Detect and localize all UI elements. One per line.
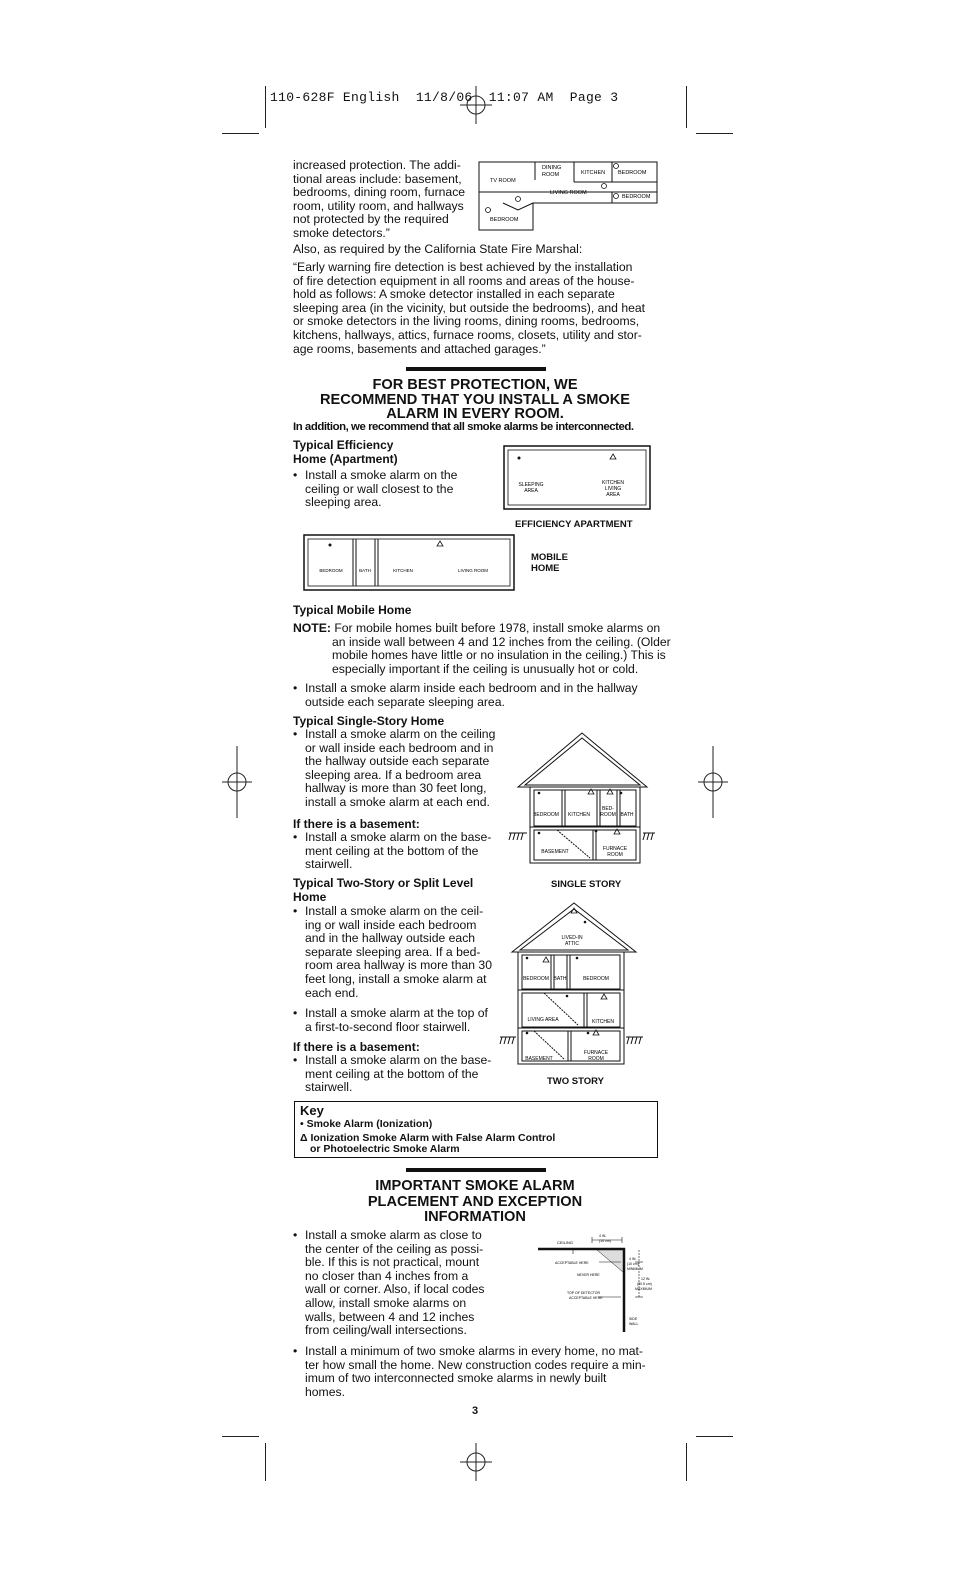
two-story-diagram bbox=[498, 900, 653, 1070]
svg-text:LIVING AREA: LIVING AREA bbox=[527, 1017, 559, 1023]
single-heading: Typical Single-Story Home bbox=[293, 714, 445, 728]
key-item-ionization: • Smoke Alarm (Ionization) bbox=[300, 1118, 433, 1130]
single-story-diagram bbox=[505, 730, 655, 870]
mobile-home-diagram bbox=[303, 534, 515, 591]
svg-text:KITCHEN: KITCHEN bbox=[568, 812, 590, 818]
placement-heading: IMPORTANT SMOKE ALARM PLACEMENT AND EXCEPTION INFORMATION bbox=[367, 1178, 583, 1225]
efficiency-diagram bbox=[503, 445, 651, 510]
section-divider bbox=[406, 1168, 546, 1172]
plan-label: TV ROOM bbox=[490, 178, 516, 184]
fire-marshal-line: Also, as required by the California State Fire Marshal: bbox=[293, 242, 583, 256]
svg-text:BATH: BATH bbox=[553, 976, 567, 982]
section-divider bbox=[406, 367, 546, 371]
single-story-caption: SINGLE STORY bbox=[551, 879, 622, 890]
svg-text:BED-: BED- bbox=[602, 806, 614, 812]
plan-label: BEDROOM bbox=[490, 217, 519, 223]
plan-label: KITCHEN bbox=[581, 170, 606, 176]
svg-text:FURNACE: FURNACE bbox=[583, 1050, 609, 1056]
svg-text:LIVING ROOM: LIVING ROOM bbox=[457, 568, 489, 573]
two-story-bullet-2: • Install a smoke alarm at the top of a first-to-second floor stairwell. bbox=[293, 1006, 488, 1034]
svg-text:SIDE: SIDE bbox=[629, 1317, 638, 1321]
placement-bullet-1: • Install a smoke alarm as close to the center of the ceiling as possi- ble. If this is not practical, mount no closer than 4 inches from a wall or corner. Also, if local codes allow, install smoke alarms on walls, between 4 and 12 inches from ceiling/wall intersections. bbox=[293, 1228, 485, 1338]
efficiency-caption: EFFICIENCY APARTMENT bbox=[515, 519, 633, 530]
plan-label: DINING bbox=[542, 165, 562, 171]
key-item-photoelectric: Δ Ionization Smoke Alarm with False Alarm Control bbox=[300, 1132, 556, 1144]
svg-text:4 IN.: 4 IN. bbox=[599, 1234, 607, 1238]
svg-text:BASEMENT: BASEMENT bbox=[541, 849, 569, 855]
mobile-caption: MOBILE HOME bbox=[531, 552, 568, 574]
efficiency-heading: Typical Efficiency Home (Apartment) bbox=[293, 438, 398, 466]
svg-text:CEILING: CEILING bbox=[557, 1240, 574, 1245]
svg-text:LIVING: LIVING bbox=[604, 486, 622, 492]
svg-text:4 IN.: 4 IN. bbox=[629, 1257, 637, 1261]
svg-text:NEVER HERE: NEVER HERE bbox=[577, 1273, 600, 1277]
svg-text:SLEEPING: SLEEPING bbox=[518, 482, 544, 488]
svg-text:12 IN.: 12 IN. bbox=[641, 1277, 651, 1281]
two-story-heading: Typical Two-Story or Split Level Home bbox=[293, 876, 474, 904]
svg-text:(10 cm): (10 cm) bbox=[599, 1239, 611, 1243]
print-header: 110-628F English 11/8/06 11:07 AM Page 3 bbox=[270, 90, 619, 105]
single-bullet: • Install a smoke alarm on the ceiling or wall inside each bedroom and in the hallway outside each separate sleeping area. If a bedroom area hallway is more than 30 feet long, install a smoke alarm at each end. bbox=[293, 727, 496, 809]
svg-text:WALL: WALL bbox=[629, 1322, 639, 1326]
plan-label: ROOM bbox=[542, 172, 560, 178]
svg-text:AREA: AREA bbox=[524, 488, 538, 494]
best-protection-heading: FOR BEST PROTECTION, WE RECOMMEND THAT YOU INSTALL A SMOKE ALARM IN EVERY ROOM. bbox=[320, 377, 630, 423]
svg-text:ROOM: ROOM bbox=[600, 812, 616, 818]
key-title: Key bbox=[300, 1103, 324, 1118]
mobile-bullet: • Install a smoke alarm inside each bedroom and in the hallway outside each separate sleeping area. bbox=[293, 681, 638, 709]
mobile-note: NOTE: For mobile homes built before 1978, install smoke alarms on an inside wall between 4 and 12 inches from the ceiling. (Older mobile homes have little or no insulation in the ceiling.) This is especially important if the ceiling is unusually hot or cold. bbox=[293, 621, 671, 676]
two-story-basement-heading: If there is a basement: bbox=[293, 1040, 420, 1054]
placement-bullet-2: • Install a minimum of two smoke alarms in every home, no mat- ter how small the home. New construction codes require a min- imum of two interconnected smoke alarms in newly built homes. bbox=[293, 1344, 646, 1399]
svg-text:LIVED-IN: LIVED-IN bbox=[561, 935, 583, 941]
svg-text:BASEMENT: BASEMENT bbox=[525, 1056, 553, 1062]
svg-text:KITCHEN: KITCHEN bbox=[393, 568, 413, 573]
svg-text:MAXIMUM: MAXIMUM bbox=[635, 1287, 652, 1291]
svg-text:ACCEPTABLE HERE: ACCEPTABLE HERE bbox=[569, 1296, 603, 1300]
single-basement-heading: If there is a basement: bbox=[293, 817, 420, 831]
intro-paragraph: increased protection. The addi- tional areas include: basement, bedrooms, dining room, furnace room, utility room, and hallways not protected by the required smoke detectors.” bbox=[293, 158, 466, 240]
floorplan-diagram bbox=[478, 160, 660, 232]
svg-text:ROOM: ROOM bbox=[607, 852, 623, 858]
svg-text:(30.5 cm): (30.5 cm) bbox=[637, 1282, 652, 1286]
plan-label: LIVING ROOM bbox=[550, 190, 587, 196]
plan-label: BEDROOM bbox=[622, 194, 651, 200]
svg-text:BEDROOM: BEDROOM bbox=[319, 568, 343, 573]
svg-text:KITCHEN: KITCHEN bbox=[602, 480, 624, 486]
key-box bbox=[294, 1101, 658, 1158]
mobile-heading: Typical Mobile Home bbox=[293, 603, 412, 617]
svg-text:BEDROOM: BEDROOM bbox=[523, 976, 549, 982]
svg-text:(10 cm): (10 cm) bbox=[627, 1262, 639, 1266]
svg-text:BATH: BATH bbox=[359, 568, 371, 573]
fire-marshal-quote: “Early warning fire detection is best achieved by the installation of fire detection equipment in all rooms and areas of the house- hold as follows: A smoke detector installed in each separate sleeping area (in the vicinity, but outside the bedrooms), and heat or smoke detectors in the living rooms, dining rooms, bedrooms, kitchens, hallways, attics, furnace rooms, closets, utility and stor- age rooms, basements and attached garages.” bbox=[293, 260, 646, 356]
svg-text:BEDROOM: BEDROOM bbox=[533, 812, 559, 818]
svg-text:ACCEPTABLE HERE: ACCEPTABLE HERE bbox=[555, 1261, 589, 1265]
svg-text:FURNACE: FURNACE bbox=[602, 846, 628, 852]
svg-text:KITCHEN: KITCHEN bbox=[592, 1019, 614, 1025]
svg-text:BEDROOM: BEDROOM bbox=[583, 976, 609, 982]
plan-label: BEDROOM bbox=[618, 170, 647, 176]
page-number: 3 bbox=[472, 1405, 479, 1417]
placement-diagram bbox=[537, 1232, 657, 1332]
svg-text:MINIMUM: MINIMUM bbox=[627, 1267, 643, 1271]
interconnect-note: In addition, we recommend that all smoke alarms be interconnected. bbox=[293, 421, 634, 433]
efficiency-bullet: • Install a smoke alarm on the ceiling or wall closest to the sleeping area. bbox=[293, 468, 458, 510]
two-story-caption: TWO STORY bbox=[547, 1076, 604, 1087]
svg-text:ROOM: ROOM bbox=[588, 1056, 604, 1062]
single-basement-bullet: • Install a smoke alarm on the base- ment ceiling at the bottom of the stairwell. bbox=[293, 830, 492, 872]
svg-text:AREA: AREA bbox=[606, 492, 620, 498]
two-story-basement-bullet: • Install a smoke alarm on the base- ment ceiling at the bottom of the stairwell. bbox=[293, 1053, 492, 1095]
svg-text:ATTIC: ATTIC bbox=[564, 941, 580, 947]
svg-text:BATH: BATH bbox=[620, 812, 634, 818]
svg-text:TOP OF DETECTOR: TOP OF DETECTOR bbox=[567, 1291, 601, 1295]
two-story-bullet-1: • Install a smoke alarm on the ceil- ing or wall inside each bedroom and in the hallway outside each separate sleeping area. If a bed- room area hallway is more than 30 feet long, install a smoke alarm at each end. bbox=[293, 904, 492, 1000]
key-item-photoelectric-cont: or Photoelectric Smoke Alarm bbox=[310, 1143, 460, 1155]
